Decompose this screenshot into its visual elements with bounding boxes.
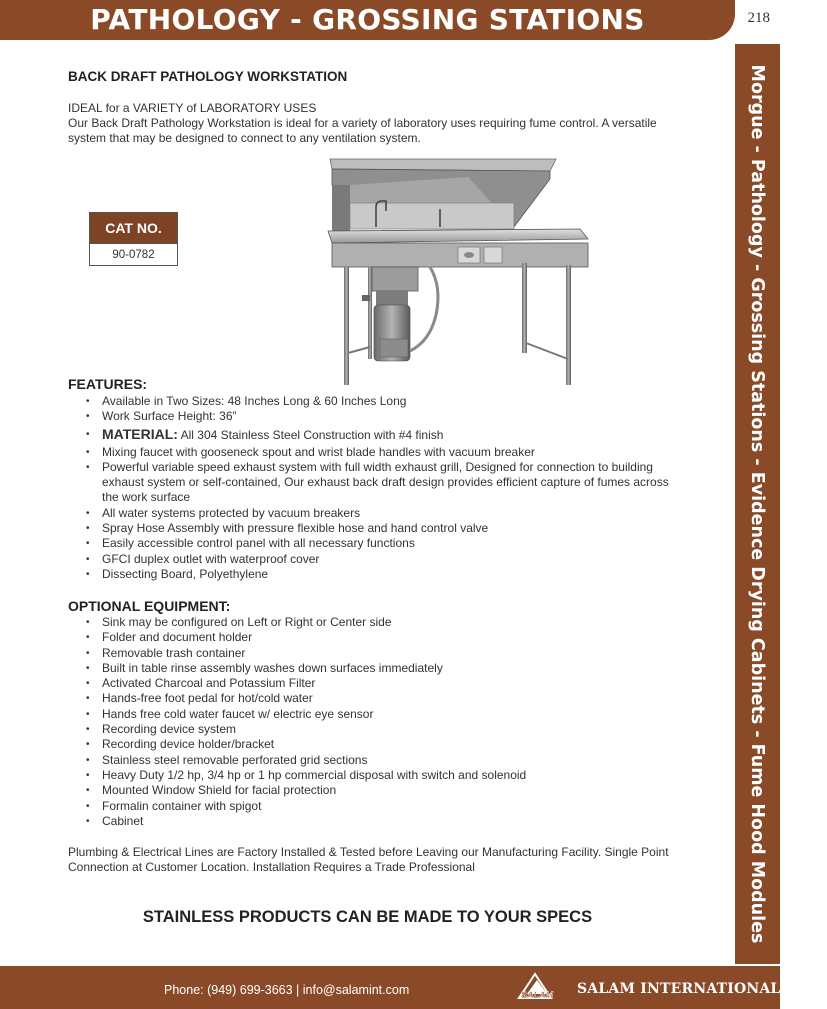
list-item: • Mixing faucet with gooseneck spout and wrist blade handles with vacuum breaker [86,445,676,460]
salam-logo-icon [515,972,575,1002]
page-number: 218 [747,10,770,26]
specs-banner: STAINLESS PRODUCTS CAN BE MADE TO YOUR SPECS [142,908,593,926]
features-list [86,394,676,582]
material-label: MATERIAL: [102,425,178,442]
svg-text:SALAM: SALAM [521,990,553,1000]
plumbing-note: Plumbing & Electrical Lines are Factory Installed & Tested before Leaving our Manufacturing Facility. Single Point Connection at Customer Location. Installation Requires a Trade Professional [68,845,669,874]
list-item: • Work Surface Height: 36” [86,409,676,424]
catalog-number: 90-0782 [112,249,155,261]
list-item: • Built in table rinse assembly washes down surfaces immediately [86,661,676,676]
list-item: • Removable trash container [86,646,676,661]
catalog-number-box [89,212,178,266]
workstation-image [318,155,588,390]
list-item: • GFCI duplex outlet with waterproof cover [86,552,676,567]
footer-contact: Phone: (949) 699-3663 | info@salamint.com [164,983,410,997]
list-item: • Folder and document holder [86,630,676,645]
catalog-label: CAT NO. [90,213,177,244]
company-name: SALAM INTERNATIONAL, INC. [577,981,827,997]
material-text: All 304 Stainless Steel Construction with #4 finish [180,427,444,442]
list-item: • Sink may be configured on Left or Right or Center side [86,615,676,630]
list-item: • Dissecting Board, Polyethylene [86,567,676,582]
intro-line-2: Our Back Draft Pathology Workstation is ideal for a variety of laboratory uses requiring fume control. A versatile system that may be designed to connect to any ventilation system. [68,116,657,145]
list-item: • Spray Hose Assembly with pressure flexible hose and hand control valve [86,521,676,536]
list-item: • Mounted Window Shield for facial protection [86,783,676,798]
list-item: • Hands free cold water faucet w/ electric eye sensor [86,707,676,722]
list-item: • Formalin container with spigot [86,799,676,814]
list-item: • Activated Charcoal and Potassium Filter [86,676,676,691]
list-item: • Heavy Duty 1/2 hp, 3/4 hp or 1 hp commercial disposal with switch and solenoid [86,768,676,783]
list-item [86,425,676,445]
company-logo [515,972,827,1002]
list-item: • Easily accessible control panel with all necessary functions [86,536,676,551]
list-item: • Cabinet [86,814,676,829]
list-item: • Recording device holder/bracket [86,737,676,752]
intro-line-1: IDEAL for a VARIETY of LABORATORY USES [68,101,317,115]
page-title: PATHOLOGY - GROSSING STATIONS [90,3,645,36]
product-title: BACK DRAFT PATHOLOGY WORKSTATION [68,69,348,84]
list-item: • Stainless steel removable perforated grid sections [86,753,676,768]
features-heading: FEATURES: [68,376,148,392]
product-intro [68,101,668,146]
list-item: • Hands-free foot pedal for hot/cold water [86,691,676,706]
list-item: • Recording device system [86,722,676,737]
side-tab-text: Morgue - Pathology - Grossing Stations - Evidence Drying Cabinets - Fume Hood Modules [747,64,767,944]
list-item: • All water systems protected by vacuum breakers [86,506,676,521]
optional-list [86,615,676,829]
optional-heading: OPTIONAL EQUIPMENT: [68,598,231,614]
list-item: • Powerful variable speed exhaust system with full width exhaust grill, Designed for connection to building exhaust system or self-contained, Our exhaust back draft design provides efficient capture of fumes across the work surface [86,460,676,506]
list-item: • Available in Two Sizes: 48 Inches Long & 60 Inches Long [86,394,676,409]
